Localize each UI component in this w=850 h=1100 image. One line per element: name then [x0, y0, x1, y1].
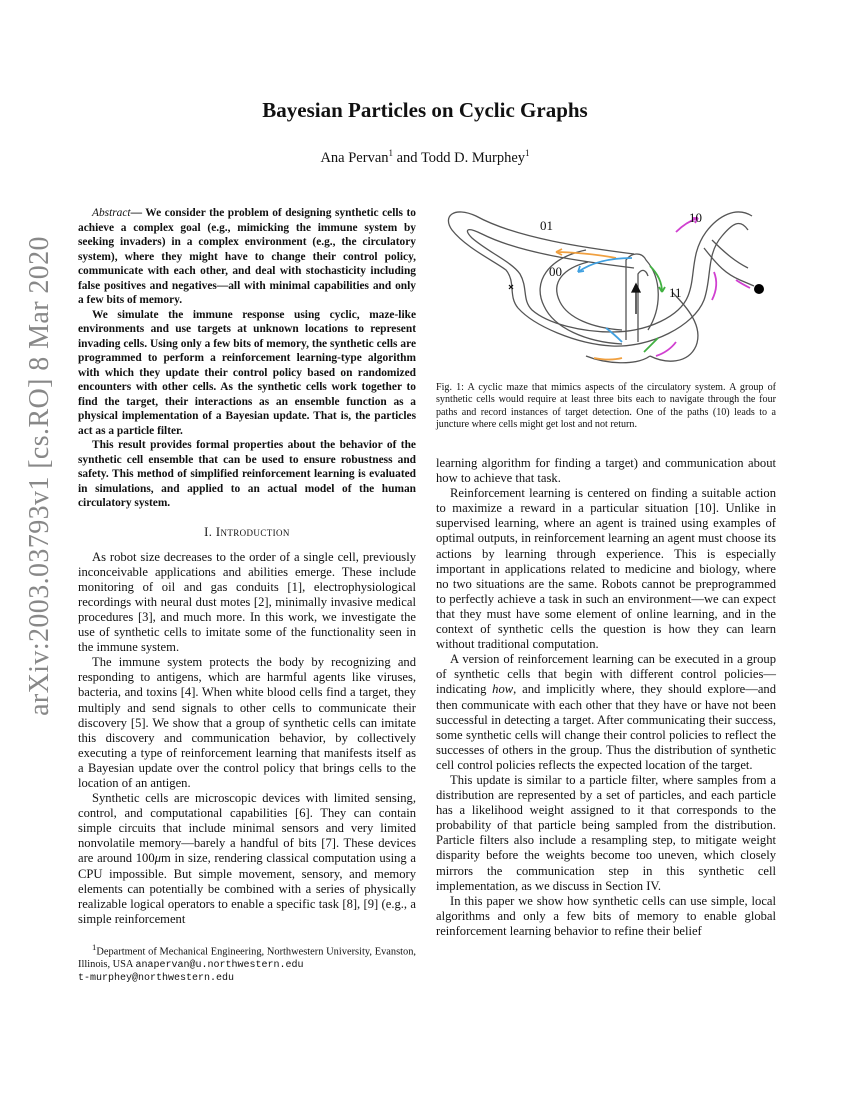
figure-caption: Fig. 1: A cyclic maze that mimics aspects of the circulatory system. A group of synthetic cells would require at least three bits each to navigate through the four paths and record instances of target detection. One of the paths (10) leads to a juncture where cells might get lost and not return. — [436, 382, 776, 431]
maze-walls — [448, 212, 754, 363]
target-dot — [754, 284, 764, 294]
author-1: Ana Pervan — [320, 149, 389, 166]
right-paragraph-2-part-a: A version of reinforcement learning can be executed in a group of synthetic cells that begin with different control policies—indicating — [436, 652, 776, 697]
paper-title: Bayesian Particles on Cyclic Graphs — [262, 98, 588, 122]
footnote-text: Department of Mechanical Engineering, Northwestern University, Evanston, Illinois, USA — [78, 946, 416, 970]
right-paragraph-2-part-b: , and implicitly where, they should explore—and then communicate with each other that they have or have not been successful in detecting a target. After communicating their success, some synthetic cells will change their control policies to reflect the successes of others in the group. Thus the distribution of synthetic cell control policies reflects the expected location of the target. — [436, 682, 777, 772]
abstract-paragraph-1 — [78, 206, 416, 308]
affiliation-footnote — [78, 941, 416, 986]
figure-cyclic-maze — [436, 196, 776, 376]
path-label-01: 01 — [540, 218, 553, 233]
intro-paragraph-3 — [78, 791, 416, 927]
right-paragraph-4: In this paper we show how synthetic cells can use simple, local algorithms and only a few bits of memory to enable global reinforcement learning behavior to refine their belief — [436, 893, 776, 938]
arxiv-stamp — [20, 236, 60, 716]
affiliation-mark-2: 1 — [525, 148, 530, 158]
right-paragraph-3: This update is similar to a particle filter, where samples from a distribution are represented by a set of particles, and each particle has a likelihood weight assigned to it that corresponds to the probability of that particle being sampled from the distribution. Particle filters also include a resampling step, to mitigate weight disparity before the weights become too uneven, which closely mirrors the communication step in this synthetic cell implementation, as we discuss in Section IV. — [436, 772, 776, 893]
author-conjunction: and — [393, 149, 421, 166]
start-arrow-head — [632, 284, 640, 292]
right-paragraph-continuation: learning algorithm for finding a target) and communication about how to achieve that task. — [436, 456, 776, 486]
path-arrow-10-right — [712, 272, 716, 300]
right-paragraph-1: Reinforcement learning is centered on finding a suitable action to maximize a reward in a particular situation [10]. Unlike in supervised learning, where an agent is trained using examples of optimal outputs, in reinforcement learning an agent must choose its actions by learning through experience. This is especially important in applications related to medicine and biology, where no two situations are the same. Robots cannot be preprogrammed to perfectly achieve a task in such an environment—we can expect that they must have some element of online learning, and in the context of synthetic cells the question is how they can learn without traditional computation. — [436, 486, 776, 652]
maze-center-divider-b — [638, 270, 648, 342]
emphasis-how: how — [492, 682, 514, 697]
arxiv-stamp-text: arXiv:2003.03793v1 [cs.RO] 8 Mar 2020 — [24, 236, 56, 716]
section-heading-introduction — [78, 525, 416, 540]
path-arrow-10-lower — [656, 342, 676, 356]
maze-inner-loop-inner — [557, 262, 622, 330]
path-arrows — [556, 218, 750, 360]
intro-paragraph-3-part-a: Synthetic cells are microscopic devices with limited sensing, control, and computational capabilities [6]. They can contain simple circuits that include minimal sensors and very limited nonvolatile memory—barely a handful of bits [7]. These devices are around 100 — [78, 791, 416, 866]
maze-center-divider-a — [626, 254, 658, 340]
abstract-paragraph-3: This result provides formal properties about the behavior of the synthetic cell ensemble that can be used to ensure robustness and safety. This method of simplified reinforcement learning is evaluated in simulations, and applied to an actual model of the human circulatory system. — [78, 439, 416, 509]
affiliation-mark-1: 1 — [388, 148, 393, 158]
section-number: I. — [204, 524, 216, 539]
left-column — [78, 206, 416, 986]
author-line — [0, 148, 850, 167]
abstract-lead: Abstract — [92, 207, 131, 219]
email-link-2[interactable]: t-murphey@northwestern.edu — [78, 973, 235, 985]
start-arrow — [632, 284, 640, 314]
footnote-mark: 1 — [92, 941, 97, 952]
intro-paragraph-3-part-b: m in size, rendering classical computation using a CPU impossible. But simple movement, sensory, and memory elements can potentially be combined with a series of physically realizable logical operators to enable a specific task [8], [9] (e.g., a simple reinforcement — [78, 851, 416, 926]
maze-lower-loop — [650, 292, 698, 361]
path-arrow-01-lower — [594, 358, 622, 360]
intro-paragraph-2: The immune system protects the body by recognizing and responding to antigens, which are harmful agents like viruses, bacteria, and toxins [4]. When white blood cells find a target, they multiply and send signals to other cells to communicate their discovery [5]. We show that a group of synthetic cells can imitate this discovery and communication behavior, by collectively executing a type of reinforcement learning that manifests itself as a Bayesian update over the control policy that brings cells to the location of an antigen. — [78, 655, 416, 790]
abstract-text-1: — We consider the problem of designing synthetic cells to achieve a complex goal (e.g., mimicking the immune system by seeking invaders) in a complex environment (e.g., the circulatory system), where they might have to change their control policy, communicate with each other, and deal with stochasticity including false positives and negatives—all with minimal capabilities and only a few bits of memory. — [78, 207, 416, 306]
path-label-10: 10 — [689, 210, 702, 225]
abstract-paragraph-2: We simulate the immune response using cyclic, maze-like environments and use targets at unknown locations to represent invading cells. Using only a few bits of memory, the synthetic cells are programmed to perform a reinforcement learning-type algorithm with which they update their control policy based on randomized encounters with other cells. As the synthetic cells work together to find the target, their interactions as an ensemble function as a physical implementation of a Bayesian update. That is, the particles act as a particle filter. — [78, 308, 416, 437]
path-arrow-00 — [578, 258, 632, 272]
mu-symbol: μ — [154, 851, 161, 866]
intro-paragraph-1: As robot size decreases to the order of a single cell, previously inconceivable applications and abilities emerge. These include monitoring of oil and gas conduits [1], electrophysiological recordings with neural dust motes [2], minimally invasive medical procedures [3], and much more. In this work, we investigate the use of synthetic cells to imitate some of the functionality seen in the immune system. — [78, 549, 416, 655]
right-column — [436, 456, 776, 939]
author-2: Todd D. Murphey — [420, 149, 526, 166]
email-link-1[interactable]: anapervan@u.northwestern.edu — [135, 959, 304, 971]
right-paragraph-2 — [436, 652, 776, 773]
path-label-11: 11 — [669, 285, 682, 300]
section-title: Introduction — [215, 524, 290, 539]
path-label-00: 00 — [549, 264, 562, 279]
